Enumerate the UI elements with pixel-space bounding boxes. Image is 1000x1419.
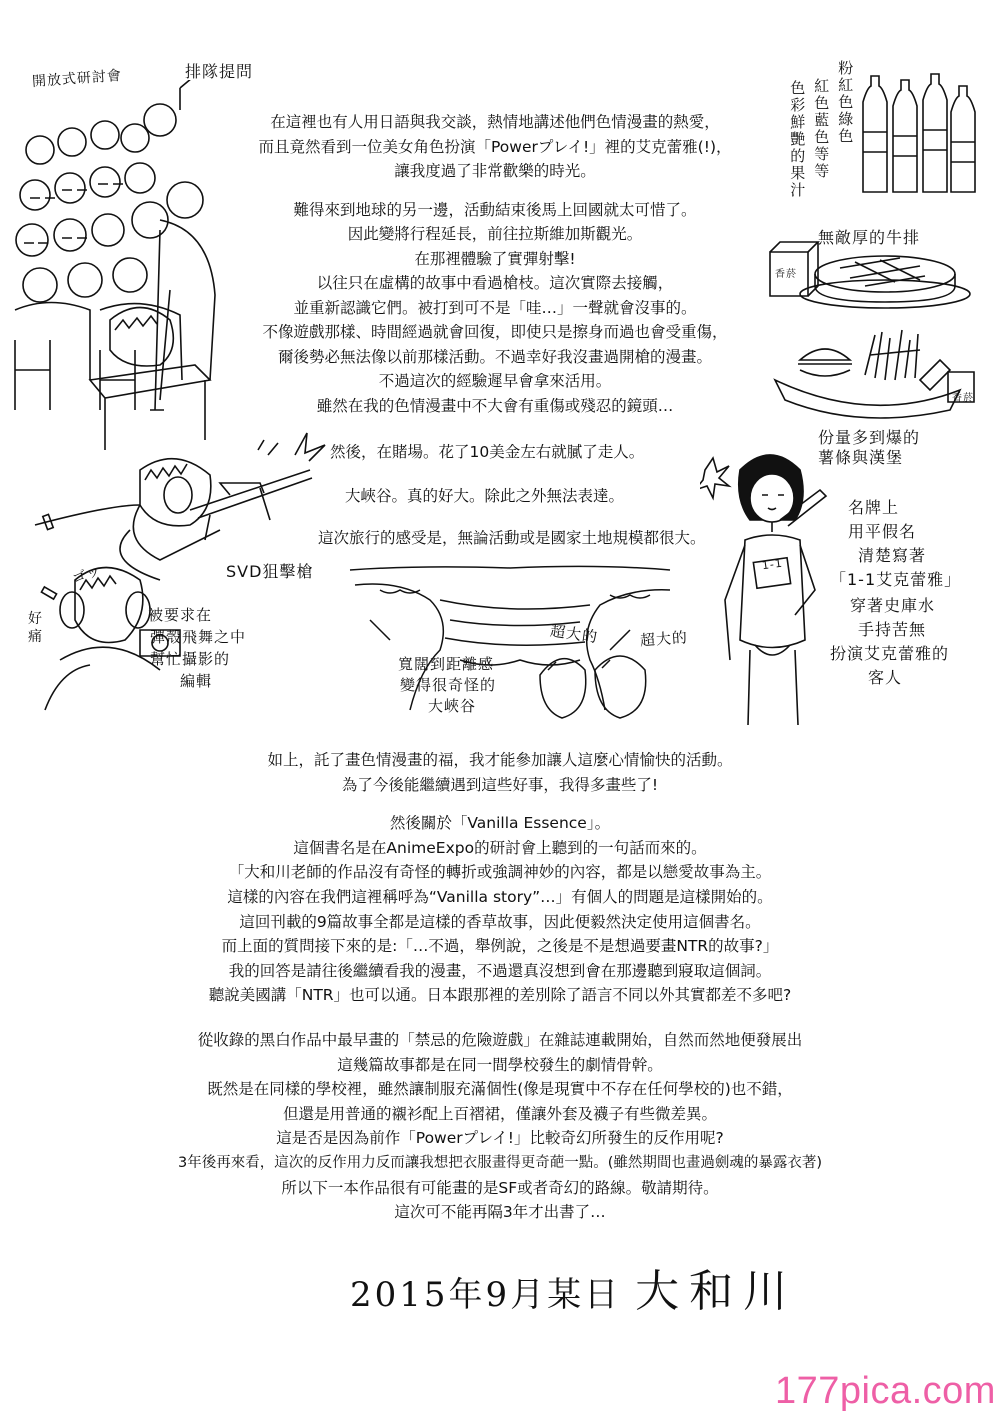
body-line: 因此變將行程延長，前往拉斯維加斯觀光。 [347, 225, 643, 243]
body-casino: 然後，在賭場。花了10美金左右就膩了走人。 [330, 443, 645, 461]
label-cosplay-note-4: 「1-1艾克蕾雅」 [830, 570, 962, 589]
body-line: 這是否是因為前作「Powerプレイ!」比較奇幻所發生的反作用呢? [276, 1129, 724, 1148]
label-editor-note-3: 幫忙攝影的 [150, 650, 231, 668]
label-canyon-note-1: 寬闊到距離感 [398, 655, 495, 673]
label-queue-question: 排隊提問 [185, 62, 254, 81]
body-line: 而且竟然看到一位美女角色扮演「Powerプレイ!」裡的艾克蕾雅(!)， [258, 137, 732, 156]
burger-fries-sketch [770, 320, 980, 420]
label-svd: SVD狙擊槍 [226, 562, 314, 581]
body-line: 不過這次的經驗遲早會拿來活用。 [378, 372, 612, 390]
body-text-bottom [115, 748, 885, 1225]
label-juice-3: 色彩鮮艷的果汁 [788, 80, 807, 199]
label-juice-1: 粉紅色綠色 [836, 60, 855, 145]
body-trip: 這次旅行的感受是，無論活動或是國家土地規模都很大。 [318, 529, 706, 547]
body-line: 並重新認識它們。被打到可不是「哇…」一聲就會沒事的。 [293, 298, 697, 317]
label-panel-discussion: 開放式研討會 [31, 67, 123, 91]
label-nameplate: 1-1 [761, 556, 784, 573]
label-cosplay-note-2: 用平假名 [848, 522, 917, 541]
signature [350, 1255, 797, 1319]
body-line: 以往只在虛構的故事中看過槍枝。這次實際去接觸， [316, 274, 674, 292]
label-super-big-2: 超大的 [639, 628, 689, 650]
label-cigarette-2: 香菸 [952, 393, 974, 404]
juice-bottles-sketch [855, 72, 980, 202]
label-fries-burger-1: 份量多到爆的 [818, 428, 921, 447]
body-line: 但還是用普通的襯衫配上百褶裙，僅讓外套及襪子有些微差異。 [282, 1104, 717, 1123]
crowd-heads [16, 104, 203, 302]
body-line: 所以下一本作品很有可能畫的是SF或者奇幻的路線。敬請期待。 [281, 1178, 719, 1197]
label-ouch-2: 痛 [28, 629, 43, 645]
body-line: 如上，託了畫色情漫畫的福，我才能參加讓人這麼心情愉快的活動。 [267, 751, 733, 769]
label-sound-effect: ゴッ [70, 562, 104, 588]
body-line: 從收錄的黑白作品中最早畫的「禁忌的危險遊戲」在雜誌連載開始，自然而然地便發展出 [197, 1030, 803, 1049]
body-line: 在那裡體驗了實彈射擊! [414, 249, 576, 268]
label-editor-note-4: 編輯 [180, 672, 213, 690]
body-line: 爾後勢必無法像以前那樣活動。不過幸好我沒畫過開槍的漫畫。 [277, 347, 712, 366]
body-line: 雖然在我的色情漫畫中不大會有重傷或殘忍的鏡頭… [316, 396, 674, 415]
label-cosplay-note-7: 扮演艾克蕾雅的 [830, 644, 950, 663]
label-canyon-note-3: 大峽谷 [428, 697, 477, 715]
body-line: 而上面的質問接下來的是:「…不過，舉例說，之後是不是想過要畫NTR的故事?」 [221, 937, 779, 956]
label-cigarette-1: 香菸 [775, 269, 797, 280]
crowd-sketch [10, 80, 240, 460]
body-line: 這幾篇故事都是在同一間學校發生的劇情骨幹。 [337, 1055, 663, 1074]
label-ouch-1: 好 [28, 611, 43, 627]
body-line: 既然是在同樣的學校裡，雖然讓制服充滿個性(像是現實中不存在任何學校的)也不錯， [207, 1080, 793, 1099]
label-cosplay-note-3: 清楚寫著 [858, 546, 927, 565]
site-watermark: 177pica.com [775, 1370, 996, 1412]
body-line: 難得來到地球的另一邊，活動結束後馬上回國就太可惜了。 [293, 200, 697, 219]
body-line: 為了今後能繼續遇到這些好事，我得多畫些了! [341, 775, 659, 794]
body-line: 「大和川老師的作品沒有奇怪的轉折或強調神妙的內容，都是以戀愛故事為主。 [228, 863, 772, 882]
label-cosplay-note-5: 穿著史庫水 [850, 596, 936, 615]
body-line: 這樣的內容在我們這裡稱呼為“Vanilla story”…」有個人的問題是這樣開始的。 [227, 887, 773, 906]
body-line: 這次可不能再隔3年才出書了… [394, 1203, 606, 1222]
body-line: 這回刊載的9篇故事全都是這樣的香草故事，因此便毅然決定使用這個書名。 [239, 912, 761, 931]
label-super-big-1: 超大的 [549, 621, 600, 647]
label-editor-note-1: 被要求在 [148, 606, 213, 624]
label-fries-burger-2: 薯條與漢堡 [818, 448, 904, 467]
label-cosplay-note-1: 名牌上 [848, 498, 900, 517]
label-cosplay-note-8: 客人 [868, 668, 903, 687]
label-juice-2: 紅色藍色等等 [812, 78, 831, 180]
body-line: 聽說美國講「NTR」也可以通。日本跟那裡的差別除了語言不同以外其實都差不多吧? [208, 986, 792, 1005]
label-editor-note-2: 彈殼飛舞之中 [150, 628, 247, 646]
body-line: 然後關於「Vanilla Essence」。 [389, 814, 611, 833]
body-text-top [225, 110, 765, 418]
body-line: 3年後再來看，這次的反作用力反而讓我想把衣服畫得更奇葩一點。(雖然期間也畫過劍魂的暴露衣著) [177, 1154, 823, 1171]
body-canyon: 大峽谷。真的好大。除此之外無法表達。 [345, 487, 625, 505]
signature-date: 2015年9月某日 [350, 1275, 622, 1315]
signature-author: 大和川 [635, 1266, 798, 1317]
body-line: 不像遊戲那樣、時間經過就會回復，即使只是擦身而過也會受重傷， [262, 323, 728, 341]
body-line: 讓我度過了非常歡樂的時光。 [394, 162, 596, 180]
label-canyon-note-2: 變得很奇怪的 [400, 676, 497, 694]
body-line: 這個書名是在AnimeExpo的研討會上聽到的一句話而來的。 [293, 838, 707, 857]
cosplayer-sketch [700, 440, 840, 730]
grand-canyon-sketch [340, 560, 685, 720]
body-line: 我的回答是請往後繼續看我的漫畫，不過還真沒想到會在那邊聽到寢取這個詞。 [228, 961, 772, 980]
label-steak: 無敵厚的牛排 [818, 228, 921, 247]
body-line: 在這裡也有人用日語與我交談，熱情地講述他們色情漫畫的熱愛， [270, 113, 720, 131]
label-cosplay-note-6: 手持苦無 [858, 620, 927, 639]
